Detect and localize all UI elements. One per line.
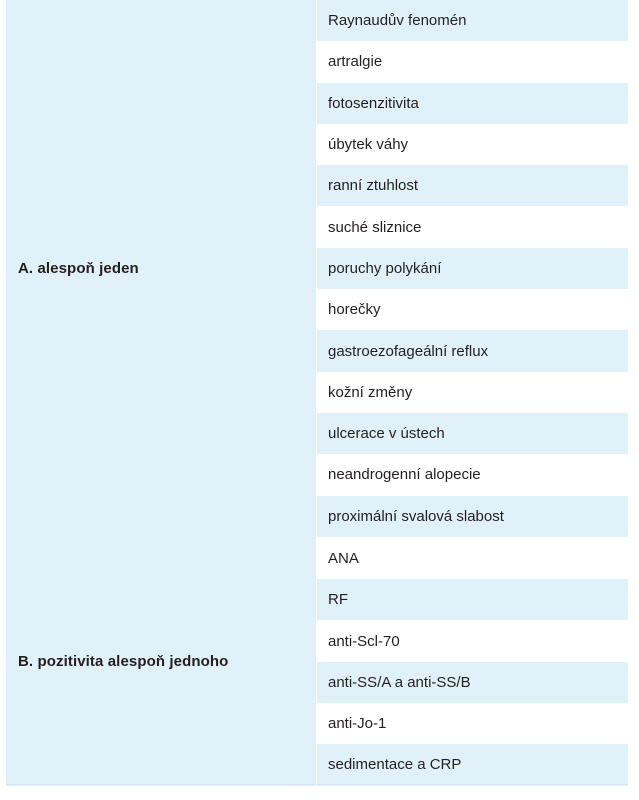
criterion-item: proximální svalová slabost	[317, 496, 629, 538]
criteria-table	[6, 0, 628, 786]
criterion-item: ANA	[317, 537, 629, 579]
group-label-b: B. pozitivita alespoň jednoho	[6, 537, 317, 785]
criteria-table-body	[6, 0, 628, 786]
criterion-item: artralgie	[317, 41, 629, 82]
criterion-item: anti-Jo-1	[317, 703, 629, 744]
criterion-item: úbytek váhy	[317, 124, 629, 165]
criterion-item: anti-SS/A a anti-SS/B	[317, 662, 629, 703]
criterion-item: neandrogenní alopecie	[317, 454, 629, 495]
criterion-item: ulcerace v ústech	[317, 413, 629, 454]
criterion-item: sedimentace a CRP	[317, 744, 629, 785]
criterion-item: poruchy polykání	[317, 248, 629, 289]
criterion-item: gastroezofageální reflux	[317, 330, 629, 371]
criterion-item: Raynaudův fenomén	[317, 0, 629, 41]
criterion-item: kožní změny	[317, 372, 629, 413]
criterion-item: fotosenzitivita	[317, 83, 629, 124]
group-label-a: A. alespoň jeden	[6, 0, 317, 537]
criterion-item: anti-Scl-70	[317, 620, 629, 661]
criterion-item: RF	[317, 579, 629, 620]
table-row	[6, 537, 628, 579]
table-bottom-rule	[6, 784, 628, 785]
criterion-item: suché sliznice	[317, 206, 629, 247]
criterion-item: ranní ztuhlost	[317, 165, 629, 206]
table-row	[6, 0, 628, 41]
criterion-item: horečky	[317, 289, 629, 330]
